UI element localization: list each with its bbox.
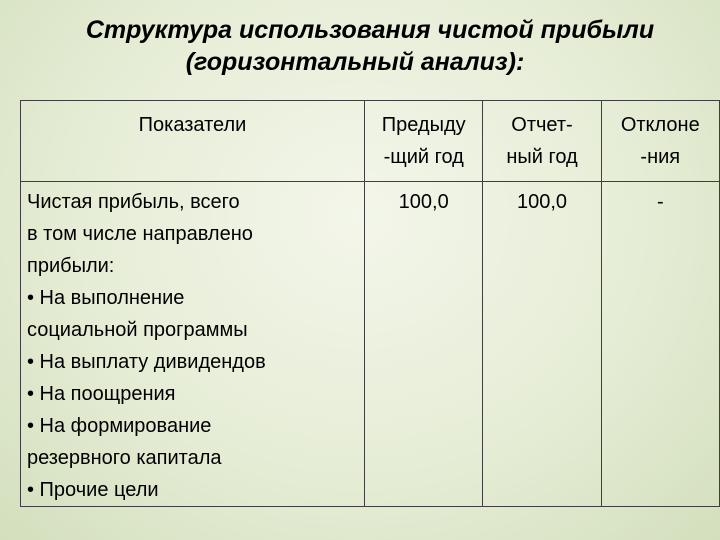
header-previous-year-line-2: -щий год [383, 146, 464, 168]
reporting-year-value: 100,0 [483, 182, 601, 507]
indicator-line: • Прочие цели [27, 479, 159, 501]
header-reporting-year-line-1: Отчет- [511, 114, 573, 136]
deviation-value: - [601, 182, 719, 507]
indicator-line: • На формирование [27, 415, 212, 437]
profit-structure-table [20, 100, 720, 507]
slide-title [0, 14, 720, 78]
header-reporting-year-line-2: ный год [506, 146, 578, 168]
header-previous-year-line-1: Предыду [381, 114, 466, 136]
indicator-line: социальной программы [27, 319, 248, 341]
header-indicators [21, 101, 365, 182]
indicator-line: • На выполнение [27, 287, 185, 309]
indicator-line: в том числе направлено [27, 223, 253, 245]
header-deviation [601, 101, 719, 182]
indicator-line: прибыли: [27, 255, 115, 277]
title-line-2: (горизонтальный анализ): [185, 48, 525, 76]
indicator-line: • На поощрения [27, 383, 176, 405]
indicator-line: • На выплату дивидендов [27, 351, 266, 373]
header-deviation-line-1: Отклоне [620, 114, 700, 136]
indicators-cell [21, 182, 365, 507]
header-reporting-year [483, 101, 601, 182]
header-previous-year [364, 101, 482, 182]
indicator-line: Чистая прибыль, всего [27, 191, 240, 213]
indicator-line: резервного капитала [27, 447, 222, 469]
previous-year-value: 100,0 [364, 182, 482, 507]
title-line-1: Структура использования чистой прибыли [85, 16, 655, 44]
header-deviation-line-2: -ния [640, 146, 681, 168]
table-header-row [21, 101, 720, 182]
header-indicators-label: Показатели [138, 114, 247, 136]
table-row [21, 182, 720, 507]
